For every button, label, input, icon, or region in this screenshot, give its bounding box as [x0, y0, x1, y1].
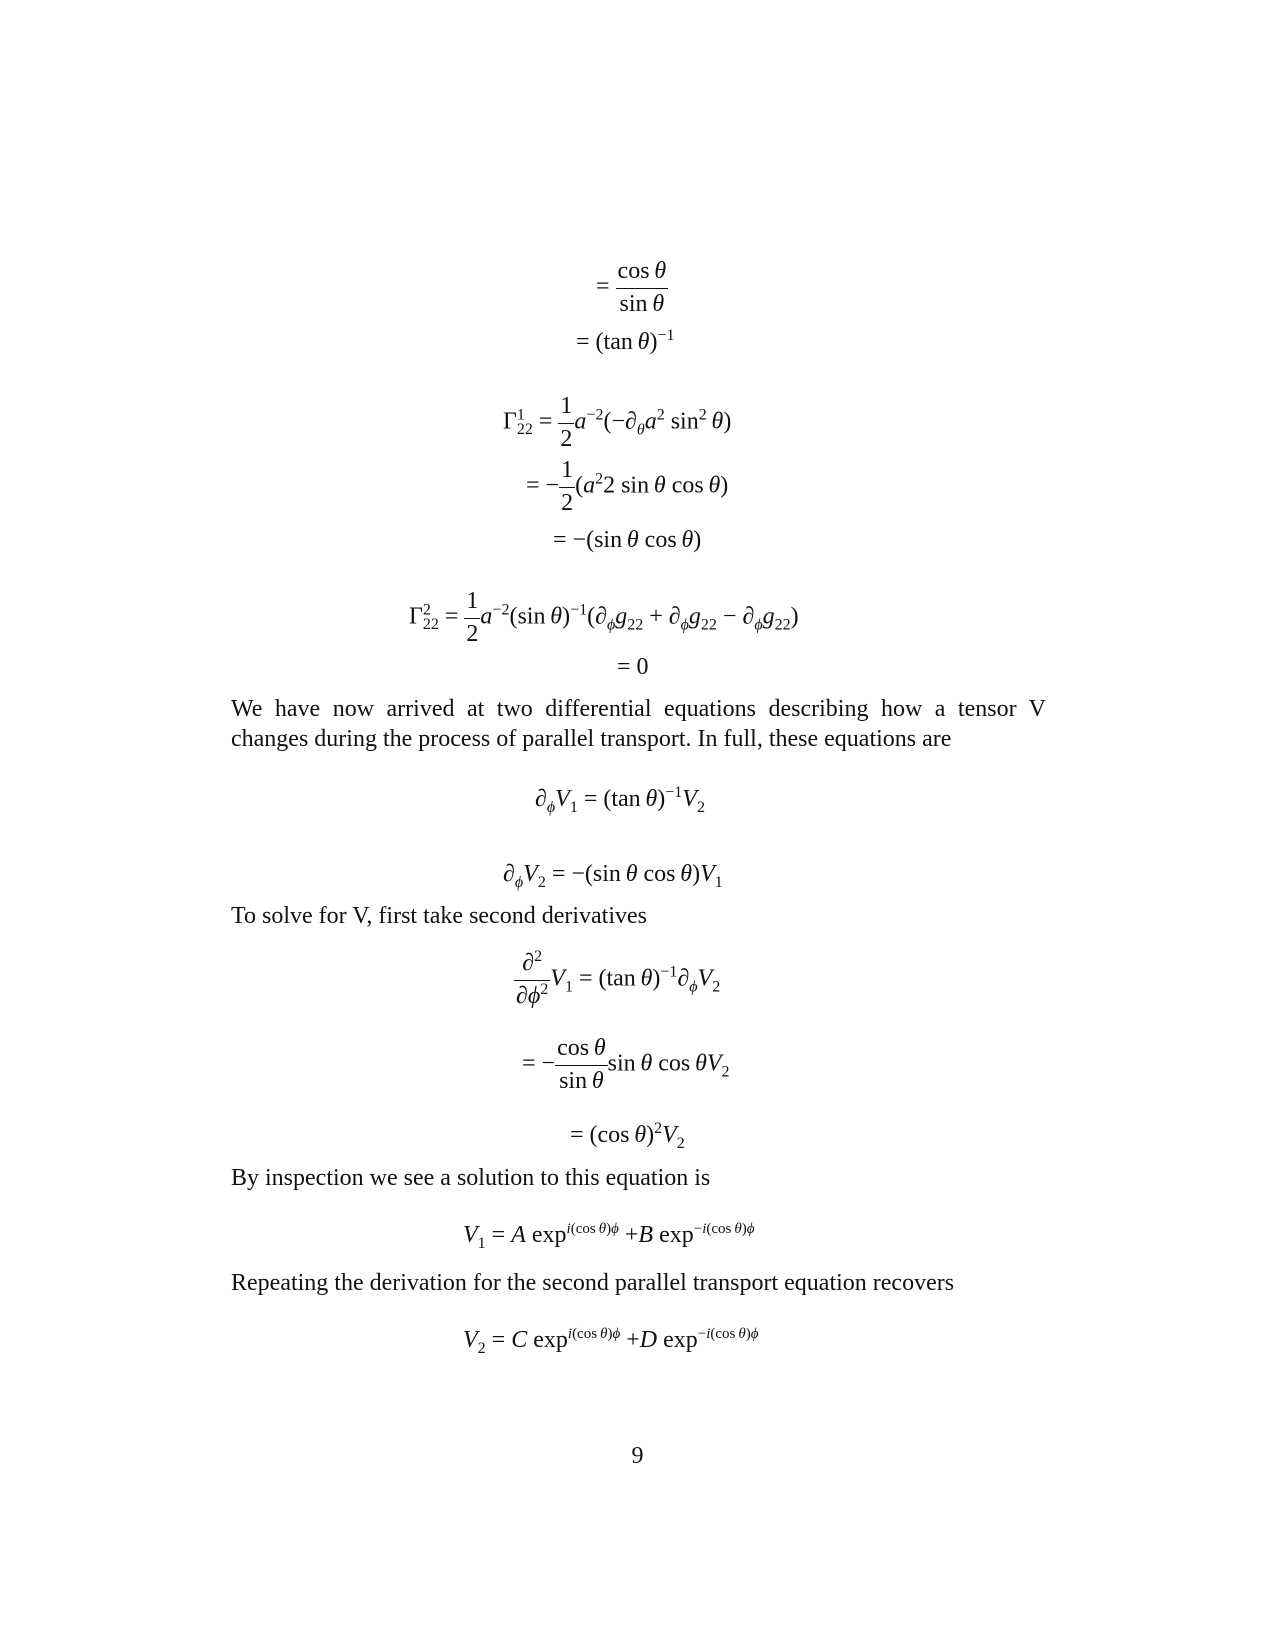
equation-gamma-1-22-step2: = − $\frac{1}{2}$ ($a^22$ sin θ cos θ)	[526, 457, 729, 516]
equation-gamma-1-22: $\Gamma^1_{22}$ = $\frac{1}{2}$ $a^{-2}(-\partial_\theta a^2$ $\sin^2 \theta$)	[503, 393, 732, 452]
equation-gamma-2-22-result: = 0	[617, 654, 649, 680]
equation-solution-v2: $V_2 = C$ $\exp^{i(cos \theta)\phi} +D$ $\exp^{-i(cos \theta)\phi}$	[463, 1326, 759, 1357]
paragraph-second-derivatives: To solve for V, first take second derivatives	[231, 903, 648, 929]
page-number: 9	[631, 1443, 644, 1469]
paragraph-inspection: By inspection we see a solution to this equation is	[231, 1165, 711, 1191]
equation-second-derivative: $\frac{\partial^2}{\partial\phi^2}$ $V_1 = (\tan$ $\theta)^{-1}\partial_\phi V_2$	[516, 948, 721, 1009]
equation-solution-v1: $V_1 = A$ $\exp^{i(cos \theta)\phi} +B$ $\exp^{-i(cos \theta)\phi}$	[463, 1221, 755, 1252]
equation-transport-v1: $\partial_\phi V_1 = (\tan$ $\theta)^{-1}V_2$	[535, 784, 705, 816]
equation-second-derivative-result: = (cos $\theta)^2V_2$	[570, 1120, 685, 1152]
paragraph-intro: We have now arrived at two differential equations describing how a tensor V changes during the process of parallel transport. In full, these equations are	[231, 696, 1046, 752]
equation-transport-v2: $\partial_\phi V_2 = -(\sin$ θ $\cos \theta)V_1$	[503, 861, 723, 891]
equation-second-derivative-step2: = − $\frac{\text{cos θ}}{\text{sin θ}}$ sin θ $\cos \theta V_2$	[522, 1035, 730, 1094]
equation-cot-fraction: = $\frac{\text{cos θ}}{\text{sin θ}}$	[596, 258, 667, 317]
equation-gamma-2-22: $\Gamma^2_{22}$ = $\frac{1}{2}$ $a^{-2}(\sin$ $\theta)^{-1}(\partial_\phi g_{22} + \partial_\phi g_{22} - \partial_\phi g_{22})$	[409, 588, 799, 647]
paragraph-repeat: Repeating the derivation for the second parallel transport equation recovers	[231, 1270, 955, 1296]
equation-gamma-1-22-result: = −(sin θ cos θ)	[553, 527, 702, 553]
equation-tan-inverse: = (tan θ)$^{-1}$	[576, 327, 675, 355]
